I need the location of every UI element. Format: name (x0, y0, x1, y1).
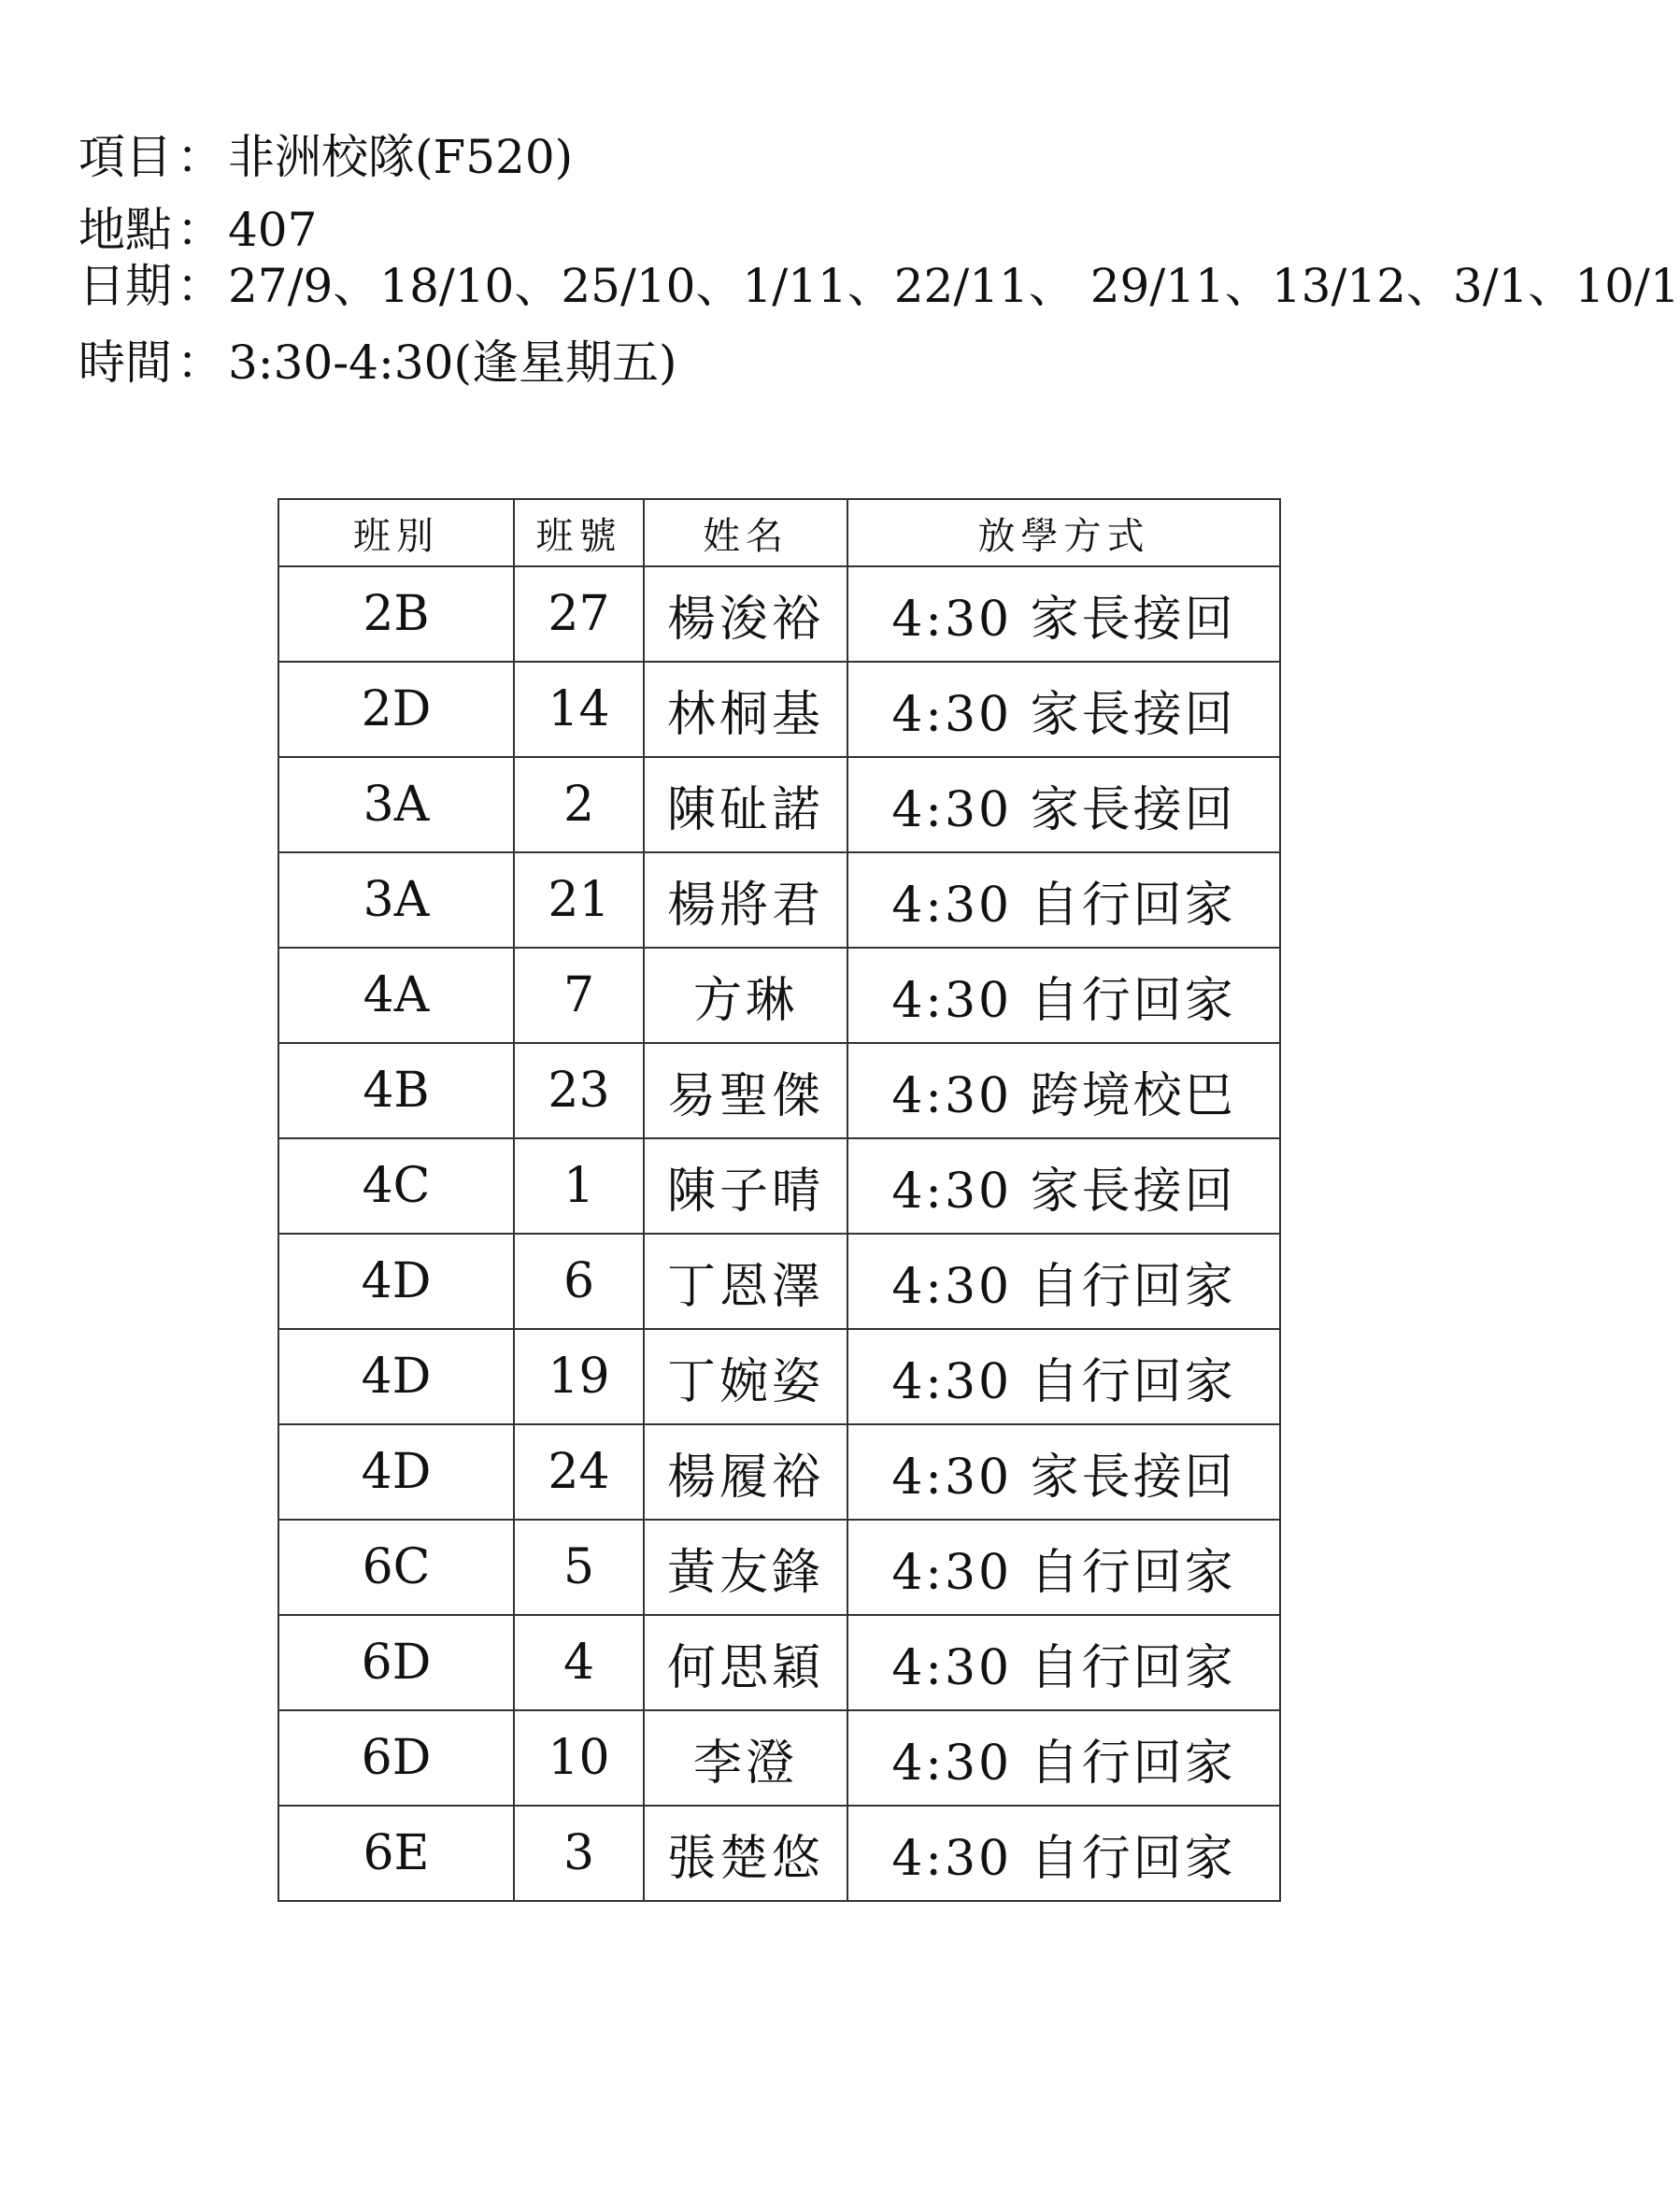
time-label: 時間 (78, 336, 172, 390)
cell-name: 林桐基 (644, 662, 847, 757)
project-value: 非洲校隊(F520) (228, 130, 574, 184)
cell-number: 3 (514, 1806, 644, 1901)
cell-number: 2 (514, 757, 644, 852)
table-row (278, 757, 1280, 852)
cell-method: 4:30 自行回家 (847, 1520, 1280, 1615)
cell-method: 4:30 家長接回 (847, 1138, 1280, 1234)
location-colon: ： (177, 203, 223, 257)
time-value: 3:30-4:30(逢星期五) (228, 336, 677, 390)
column-header-number: 班號 (514, 499, 644, 566)
table-row (278, 1806, 1280, 1901)
location-row (78, 202, 1680, 258)
table-row (278, 566, 1280, 662)
cell-number: 21 (514, 852, 644, 948)
table-row (278, 1520, 1280, 1615)
cell-number: 5 (514, 1520, 644, 1615)
cell-class: 6E (278, 1806, 514, 1901)
project-row (78, 129, 1680, 185)
date-values (228, 258, 1680, 314)
cell-name: 何思穎 (644, 1615, 847, 1710)
table-header-row (278, 499, 1280, 566)
cell-class: 6D (278, 1615, 514, 1710)
cell-class: 6C (278, 1520, 514, 1615)
cell-class: 3A (278, 757, 514, 852)
time-row (78, 335, 1680, 391)
cell-class: 4D (278, 1329, 514, 1424)
cell-method: 4:30 跨境校巴 (847, 1043, 1280, 1138)
cell-method: 4:30 自行回家 (847, 1615, 1280, 1710)
cell-method: 4:30 家長接回 (847, 757, 1280, 852)
column-header-method: 放學方式 (847, 499, 1280, 566)
student-roster-table (278, 498, 1281, 1902)
time-colon: ： (177, 336, 223, 390)
cell-number: 19 (514, 1329, 644, 1424)
cell-class: 4A (278, 948, 514, 1043)
cell-method: 4:30 自行回家 (847, 1329, 1280, 1424)
date-line-2: 29/11、13/12、3/1、10/1 (1089, 259, 1680, 313)
cell-class: 2B (278, 566, 514, 662)
cell-name: 易聖傑 (644, 1043, 847, 1138)
cell-name: 丁婉姿 (644, 1329, 847, 1424)
column-header-name: 姓名 (644, 499, 847, 566)
date-label: 日期 (78, 259, 172, 313)
cell-name: 黃友鋒 (644, 1520, 847, 1615)
cell-method: 4:30 家長接回 (847, 662, 1280, 757)
cell-number: 23 (514, 1043, 644, 1138)
cell-name: 張楚悠 (644, 1806, 847, 1901)
cell-method: 4:30 家長接回 (847, 566, 1280, 662)
date-row (78, 258, 1680, 314)
cell-class: 2D (278, 662, 514, 757)
cell-class: 4D (278, 1234, 514, 1329)
cell-method: 4:30 自行回家 (847, 1806, 1280, 1901)
cell-name: 楊履裕 (644, 1424, 847, 1520)
project-colon: ： (177, 130, 223, 184)
table-row (278, 948, 1280, 1043)
table-row (278, 1424, 1280, 1520)
table-row (278, 1615, 1280, 1710)
date-line-1: 27/9、18/10、25/10、1/11、22/11、 (228, 259, 1075, 313)
cell-class: 4D (278, 1424, 514, 1520)
cell-number: 14 (514, 662, 644, 757)
cell-number: 7 (514, 948, 644, 1043)
cell-number: 24 (514, 1424, 644, 1520)
cell-method: 4:30 自行回家 (847, 948, 1280, 1043)
info-block (78, 129, 1680, 391)
cell-name: 丁恩澤 (644, 1234, 847, 1329)
table-row (278, 1329, 1280, 1424)
cell-number: 4 (514, 1615, 644, 1710)
cell-name: 楊將君 (644, 852, 847, 948)
cell-class: 6D (278, 1710, 514, 1806)
table-row (278, 1234, 1280, 1329)
cell-number: 27 (514, 566, 644, 662)
cell-name: 楊浚裕 (644, 566, 847, 662)
cell-class: 4C (278, 1138, 514, 1234)
table-row (278, 1138, 1280, 1234)
cell-name: 李澄 (644, 1710, 847, 1806)
cell-method: 4:30 自行回家 (847, 1234, 1280, 1329)
cell-method: 4:30 自行回家 (847, 852, 1280, 948)
cell-number: 1 (514, 1138, 644, 1234)
table-row (278, 852, 1280, 948)
location-label: 地點 (78, 203, 172, 257)
location-value: 407 (228, 203, 318, 257)
cell-method: 4:30 家長接回 (847, 1424, 1280, 1520)
cell-class: 3A (278, 852, 514, 948)
cell-number: 6 (514, 1234, 644, 1329)
cell-name: 陳砋諾 (644, 757, 847, 852)
cell-method: 4:30 自行回家 (847, 1710, 1280, 1806)
cell-number: 10 (514, 1710, 644, 1806)
cell-class: 4B (278, 1043, 514, 1138)
cell-name: 方琳 (644, 948, 847, 1043)
table-row (278, 1710, 1280, 1806)
cell-name: 陳子晴 (644, 1138, 847, 1234)
table-row (278, 662, 1280, 757)
project-label: 項目 (78, 130, 172, 184)
date-colon: ： (177, 259, 223, 313)
column-header-class: 班別 (278, 499, 514, 566)
table-row (278, 1043, 1280, 1138)
